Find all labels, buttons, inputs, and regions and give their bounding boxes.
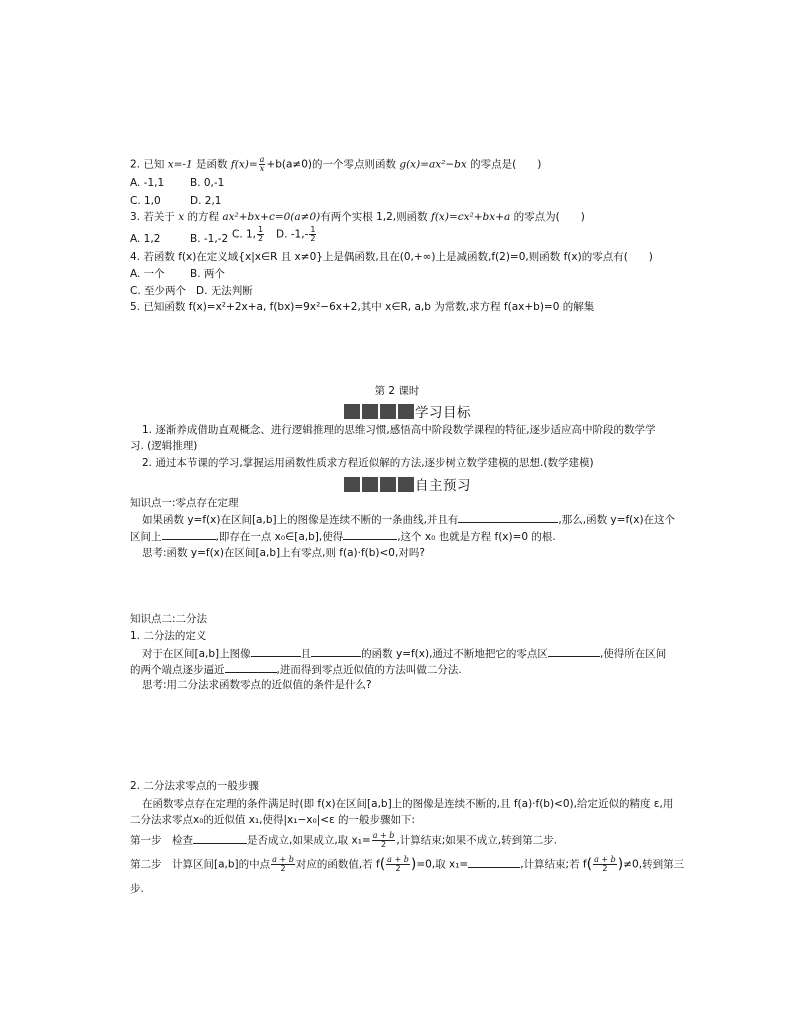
step-2-fraction — [271, 856, 295, 873]
q2-option-a: A. -1,1 — [130, 177, 165, 189]
left-paren: ( — [586, 856, 593, 873]
kp1-text: 如果函数 y=f(x)在区间[a,b]上的图像是连续不断的一条曲线,并且有 — [142, 514, 459, 526]
step-text: ≠0,转到第三 — [623, 858, 685, 871]
section-banner-goals — [344, 401, 471, 421]
goal-2: 2. 通过本节课的学习,掌握运用函数性质求方程近似解的方法,逐步树立数学建模的思想.(数学建模) — [142, 457, 594, 469]
q4-option-d: D. 无法判断 — [196, 285, 253, 297]
q3-stem-text: 的方程 — [187, 211, 219, 223]
option-text: C. 1, — [232, 228, 257, 241]
banner-block — [362, 404, 378, 419]
banner-block — [380, 477, 396, 492]
q3-stem-text: 3. 若关于 — [130, 211, 175, 223]
q2-stem-text: +b(a≠0)的一个零点则函数 — [266, 158, 397, 171]
banner-title: 学习目标 — [415, 405, 471, 421]
banner-title: 自主预习 — [415, 478, 471, 494]
fraction-numerator: a + b — [372, 831, 395, 840]
q3-option-b: B. -1,-2 — [190, 233, 229, 245]
kp2-text: 且 — [300, 648, 312, 660]
q2-stem-text: 的零点是( ) — [470, 158, 542, 171]
step-text: 对应的函数值,若 f — [295, 858, 380, 871]
fill-blank — [193, 833, 247, 844]
q3-option-a: A. 1,2 — [130, 233, 161, 245]
q2-math: x=-1 — [167, 158, 193, 171]
step-2-continued: 步. — [130, 883, 144, 895]
step-1 — [130, 832, 557, 849]
q3-option-c-fraction — [257, 226, 264, 243]
q3-option-d-fraction — [309, 226, 316, 243]
fill-blank — [548, 646, 600, 657]
q3-math: f(x)=cx²+bx+a — [430, 211, 511, 223]
goal-1-line-1: 1. 逐渐养成借助直观概念、进行逻辑推理的思维习惯,感悟高中阶段数学课程的特征,逐步适应高中阶段的数学学 — [142, 424, 656, 436]
fill-blank — [225, 662, 277, 673]
fill-blank — [343, 529, 397, 540]
q3-math: x — [178, 211, 185, 223]
left-paren: ( — [379, 856, 386, 873]
fraction-numerator: a — [259, 155, 265, 164]
q3-stem-text: 的零点为( ) — [513, 211, 585, 223]
banner-blocks — [344, 404, 414, 419]
step-text: 是否成立,如果成立,取 x₁= — [247, 834, 371, 847]
steps-intro-line-1: 在函数零点存在定理的条件满足时(即 f(x)在区间[a,b]上的图像是连续不断的,且 f(a)·f(b)<0),给定近似的精度 ε,用 — [142, 798, 674, 810]
steps-intro-line-2: 二分法求零点x₀的近似值 x₁,使得|x₁−x₀|<ε 的一般步骤如下: — [130, 814, 416, 826]
fraction-denominator: 2 — [602, 864, 608, 873]
kp2-subtitle-1: 1. 二分法的定义 — [130, 630, 207, 642]
q2-stem-text: 是函数 — [196, 158, 228, 171]
goal-1-line-2: 习. (逻辑推理) — [130, 440, 198, 452]
kp1-title: 知识点一:零点存在定理 — [130, 497, 239, 509]
fraction-numerator: 1 — [258, 225, 264, 234]
right-paren: ) — [410, 856, 417, 873]
kp2-text: ,进而得到零点近似值的方法叫做二分法. — [276, 664, 462, 676]
q2-option-b: B. 0,-1 — [190, 177, 225, 189]
fill-blank — [162, 529, 216, 540]
q2-stem-text: 2. 已知 — [130, 158, 165, 171]
q4-option-a: A. 一个 — [130, 268, 165, 280]
option-text: D. -1,- — [276, 228, 309, 241]
kp2-title: 知识点二:二分法 — [130, 613, 208, 625]
fill-blank — [251, 646, 301, 657]
banner-block — [398, 404, 414, 419]
banner-blocks — [344, 477, 414, 492]
q3-math: ax²+bx+c=0(a≠0) — [222, 211, 321, 223]
step-text: ,计算结束;若 f — [520, 858, 587, 871]
q4-option-b: B. 两个 — [190, 268, 225, 280]
kp2-text: ,使得所在区间 — [599, 648, 667, 660]
kp2-def-line-2 — [130, 662, 462, 677]
kp2-text: 对于在区间[a,b]上图像 — [142, 648, 251, 660]
fraction-denominator: 2 — [310, 234, 316, 243]
kp1-text: ,那么,函数 y=f(x)在这个 — [558, 514, 676, 526]
kp2-def-line-1 — [142, 646, 666, 661]
q3-stem-text: 有两个实根 1,2,则函数 — [320, 211, 428, 223]
step-text: 第一步 检查 — [130, 834, 193, 847]
banner-block — [380, 404, 396, 419]
kp2-text: 的函数 y=f(x),通过不断地把它的零点区 — [361, 648, 548, 660]
kp1-think: 思考:函数 y=f(x)在区间[a,b]上有零点,则 f(a)·f(b)<0,对吗? — [142, 547, 425, 559]
step-2 — [130, 856, 684, 873]
fraction-denominator: 2 — [280, 864, 286, 873]
q5-stem: 5. 已知函数 f(x)=x²+2x+a, f(bx)=9x²−6x+2,其中 x∈R, a,b 为常数,求方程 f(ax+b)=0 的解集 — [130, 301, 595, 313]
fraction-numerator: a + b — [272, 855, 294, 864]
fill-blank — [311, 646, 361, 657]
kp2-think: 思考:用二分法求函数零点的近似值的条件是什么? — [142, 679, 372, 691]
kp2-text: 的两个端点逐步逼近 — [130, 664, 225, 676]
kp1-line-2 — [130, 529, 556, 544]
fraction-numerator: a + b — [594, 855, 616, 864]
q4-stem: 4. 若函数 f(x)在定义域{x|x∈R 且 x≠0}上是偶函数,且在(0,+∞)上是减函数,f(2)=0,则函数 f(x)的零点有( ) — [130, 251, 653, 263]
lesson-title: 第 2 课时 — [374, 385, 420, 397]
q2-option-c: C. 1,0 — [130, 195, 161, 207]
fraction-numerator: 1 — [310, 225, 316, 234]
q2-stem — [130, 156, 541, 173]
q3-option-c — [232, 226, 265, 243]
banner-block — [344, 477, 360, 492]
q3-stem — [130, 210, 585, 224]
kp1-text: 区间上 — [130, 531, 162, 543]
fill-blank — [458, 512, 558, 523]
fraction-denominator: x — [259, 164, 265, 173]
q4-option-c: C. 至少两个 — [130, 285, 187, 297]
step-2-fraction — [386, 856, 410, 873]
step-text: =0,取 x₁= — [416, 858, 469, 871]
q2-math: f(x)= — [230, 158, 258, 171]
kp1-text: ,即存在一点 x₀∈[a,b],使得 — [215, 531, 344, 543]
kp2-subtitle-2: 2. 二分法求零点的一般步骤 — [130, 780, 259, 792]
right-paren: ) — [617, 856, 624, 873]
fraction-denominator: 2 — [395, 864, 401, 873]
q3-option-d — [276, 226, 317, 243]
banner-block — [344, 404, 360, 419]
banner-block — [362, 477, 378, 492]
step-text: 第二步 计算区间[a,b]的中点 — [130, 858, 271, 871]
step-text: ,计算结束;如果不成立,转到第二步. — [396, 834, 557, 847]
kp1-text: ,这个 x₀ 也就是方程 f(x)=0 的根. — [397, 531, 556, 543]
kp1-line-1 — [142, 512, 675, 527]
step-2-fraction — [593, 856, 617, 873]
q2-option-d: D. 2,1 — [190, 195, 222, 207]
fraction-numerator: a + b — [387, 855, 409, 864]
q2-math: g(x)=ax²−bx — [399, 158, 467, 171]
fill-blank — [468, 857, 520, 868]
fraction-denominator: 2 — [258, 234, 264, 243]
q2-fraction — [259, 156, 266, 173]
banner-block — [398, 477, 414, 492]
step-1-fraction — [372, 832, 396, 849]
section-banner-preview — [344, 474, 471, 494]
fraction-denominator: 2 — [381, 840, 387, 849]
